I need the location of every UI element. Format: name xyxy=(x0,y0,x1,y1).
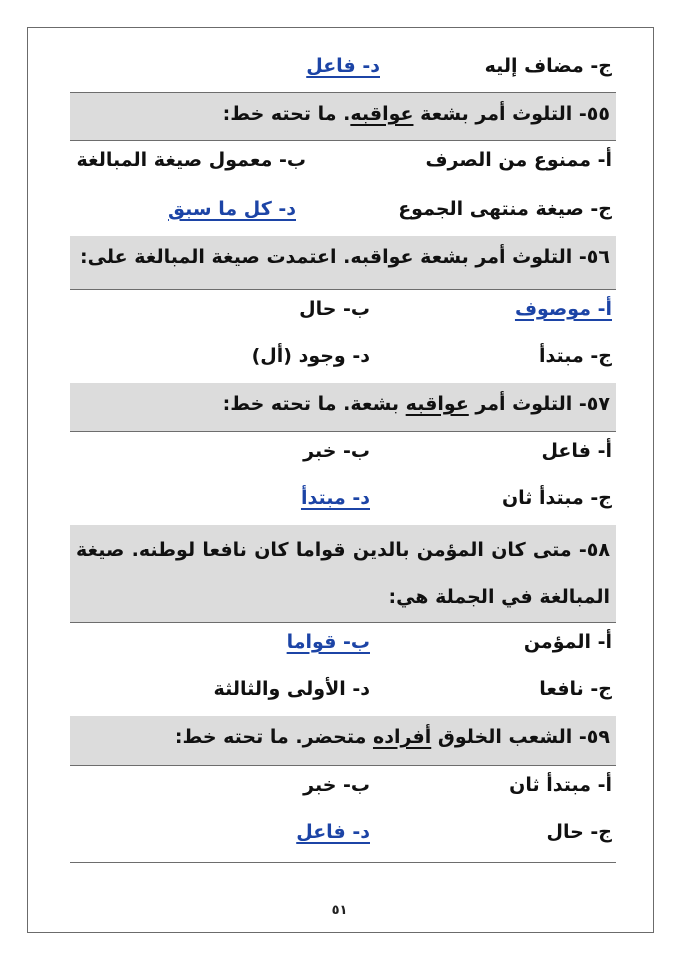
question-58-text: ٥٨- متى كان المؤمن بالدين قواما كان نافعا لوطنه. صيغة المبالغة في الجملة هي: xyxy=(76,539,610,608)
page-number: ٥١ xyxy=(331,903,348,918)
option-d: د- الأولى والثالثة xyxy=(213,678,370,700)
option-c: ج- صيغة منتهى الجموع xyxy=(398,198,612,220)
option-d-answer: د- فاعل xyxy=(296,821,370,843)
question-58 xyxy=(70,525,616,623)
option-a: أ- فاعل xyxy=(541,440,612,462)
option-b: ب- خبر xyxy=(303,440,370,462)
option-c: ج- مبتدأ ثان xyxy=(501,487,612,509)
option-row-top xyxy=(70,47,616,93)
question-57 xyxy=(70,383,616,432)
q58-options-row-2 xyxy=(70,668,616,717)
q56-options-row-2 xyxy=(70,335,616,384)
underlined-word: أفراده xyxy=(372,726,432,748)
option-c: ج- مضاف إليه xyxy=(484,55,612,77)
option-a: أ- ممنوع من الصرف xyxy=(425,149,612,171)
question-57-text: ٥٧- التلوث أمر عواقبه بشعة. ما تحته خط: xyxy=(222,393,610,415)
q57-options-row-2 xyxy=(70,477,616,526)
option-a: أ- مبتدأ ثان xyxy=(509,774,612,796)
option-c: ج- حال xyxy=(546,821,612,843)
question-55 xyxy=(70,93,616,141)
underlined-word: عواقبه xyxy=(350,103,414,125)
option-d-answer: د- فاعل xyxy=(306,55,380,77)
option-c: ج- نافعا xyxy=(539,678,612,700)
option-b: ب- حال xyxy=(299,298,370,320)
option-d-answer: د- كل ما سبق xyxy=(168,198,296,220)
q59-options-row-2 xyxy=(70,811,616,863)
option-a: أ- المؤمن xyxy=(523,631,612,653)
option-b: ب- معمول صيغة المبالغة xyxy=(76,149,306,171)
q59-options-row-1 xyxy=(70,766,616,811)
q56-options-row-1 xyxy=(70,290,616,335)
option-c: ج- مبتدأ xyxy=(539,345,612,367)
q58-options-row-1 xyxy=(70,623,616,668)
question-59-text: ٥٩- الشعب الخلوق أفراده متحضر. ما تحته خط: xyxy=(174,726,610,748)
option-b: ب- خبر xyxy=(303,774,370,796)
option-d: د- وجود (أل) xyxy=(251,345,370,367)
q55-options-row-2 xyxy=(70,188,616,237)
question-55-text: ٥٥- التلوث أمر بشعة عواقبه. ما تحته خط: xyxy=(222,103,610,125)
option-b-answer: ب- قواما xyxy=(286,631,370,653)
option-d-answer: د- مبتدأ xyxy=(300,487,370,509)
question-59 xyxy=(70,716,616,766)
underlined-word: عواقبه xyxy=(405,393,469,415)
option-a-answer: أ- موصوف xyxy=(514,298,612,320)
question-56-text: ٥٦- التلوث أمر بشعة عواقبه. اعتمدت صيغة المبالغة على: xyxy=(80,246,610,268)
question-56 xyxy=(70,236,616,290)
q55-options-row-1 xyxy=(70,141,616,186)
q57-options-row-1 xyxy=(70,432,616,477)
